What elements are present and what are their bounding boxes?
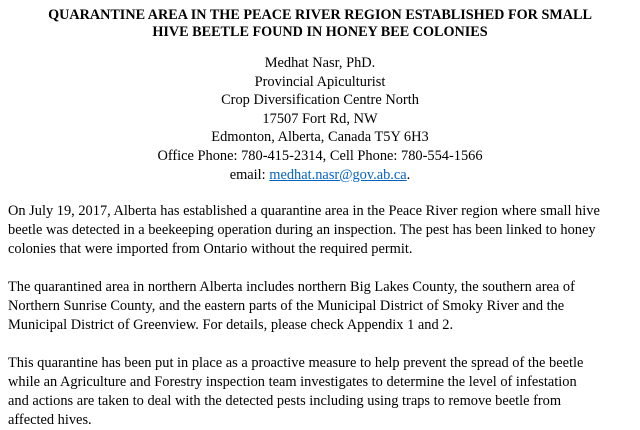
paragraph-2 bbox=[8, 278, 632, 335]
paragraph-1-line-1: On July 19, 2017, Alberta has established a quarantine area in the Peace River region where small hive bbox=[8, 203, 600, 220]
paragraph-3-line-3: and actions are taken to deal with the detected pests including using traps to remove beetle from bbox=[8, 393, 562, 410]
paragraph-2-line-1: The quarantined area in northern Alberta includes northern Big Lakes County, the southern area of bbox=[8, 279, 575, 296]
contact-street: 17507 Fort Rd, NW bbox=[262, 110, 378, 127]
contact-city: Edmonton, Alberta, Canada T5Y 6H3 bbox=[211, 129, 429, 146]
document-title bbox=[8, 7, 632, 41]
contact-email-line bbox=[8, 166, 632, 185]
contact-position: Provincial Apiculturist bbox=[254, 73, 386, 90]
contact-email-link[interactable]: medhat.nasr@gov.ab.ca bbox=[269, 166, 407, 183]
paragraph-2-line-3: Municipal District of Greenview. For details, please check Appendix 1 and 2. bbox=[8, 317, 454, 334]
title-line-1: QUARANTINE AREA IN THE PEACE RIVER REGION ESTABLISHED FOR SMALL bbox=[48, 7, 592, 23]
paragraph-3-line-2: while an Agriculture and Forestry inspection team investigates to determine the level of infestation bbox=[8, 374, 577, 391]
contact-email-suffix: . bbox=[406, 166, 411, 183]
paragraph-1-line-2: beetle was detected in a beekeeping operation during an inspection. The pest has been linked to honey bbox=[8, 222, 596, 239]
paragraph-3-line-4: affected hives. bbox=[8, 412, 92, 429]
contact-phones: Office Phone: 780-415-2314, Cell Phone: 780-554-1566 bbox=[157, 147, 483, 164]
contact-block bbox=[8, 54, 632, 184]
paragraph-2-line-2: Northern Sunrise County, and the eastern parts of the Municipal District of Smoky River and the bbox=[8, 298, 565, 315]
title-line-2: HIVE BEETLE FOUND IN HONEY BEE COLONIES bbox=[152, 24, 488, 40]
paragraph-1 bbox=[8, 202, 632, 259]
paragraph-3-line-1: This quarantine has been put in place as a proactive measure to help prevent the spread of the beetle bbox=[8, 355, 584, 372]
contact-name: Medhat Nasr, PhD. bbox=[264, 55, 376, 71]
paragraph-3 bbox=[8, 354, 632, 430]
contact-organization: Crop Diversification Centre North bbox=[221, 92, 419, 109]
contact-email-label: email: bbox=[229, 166, 270, 183]
paragraph-1-line-3: colonies that were imported from Ontario without the required permit. bbox=[8, 241, 413, 258]
